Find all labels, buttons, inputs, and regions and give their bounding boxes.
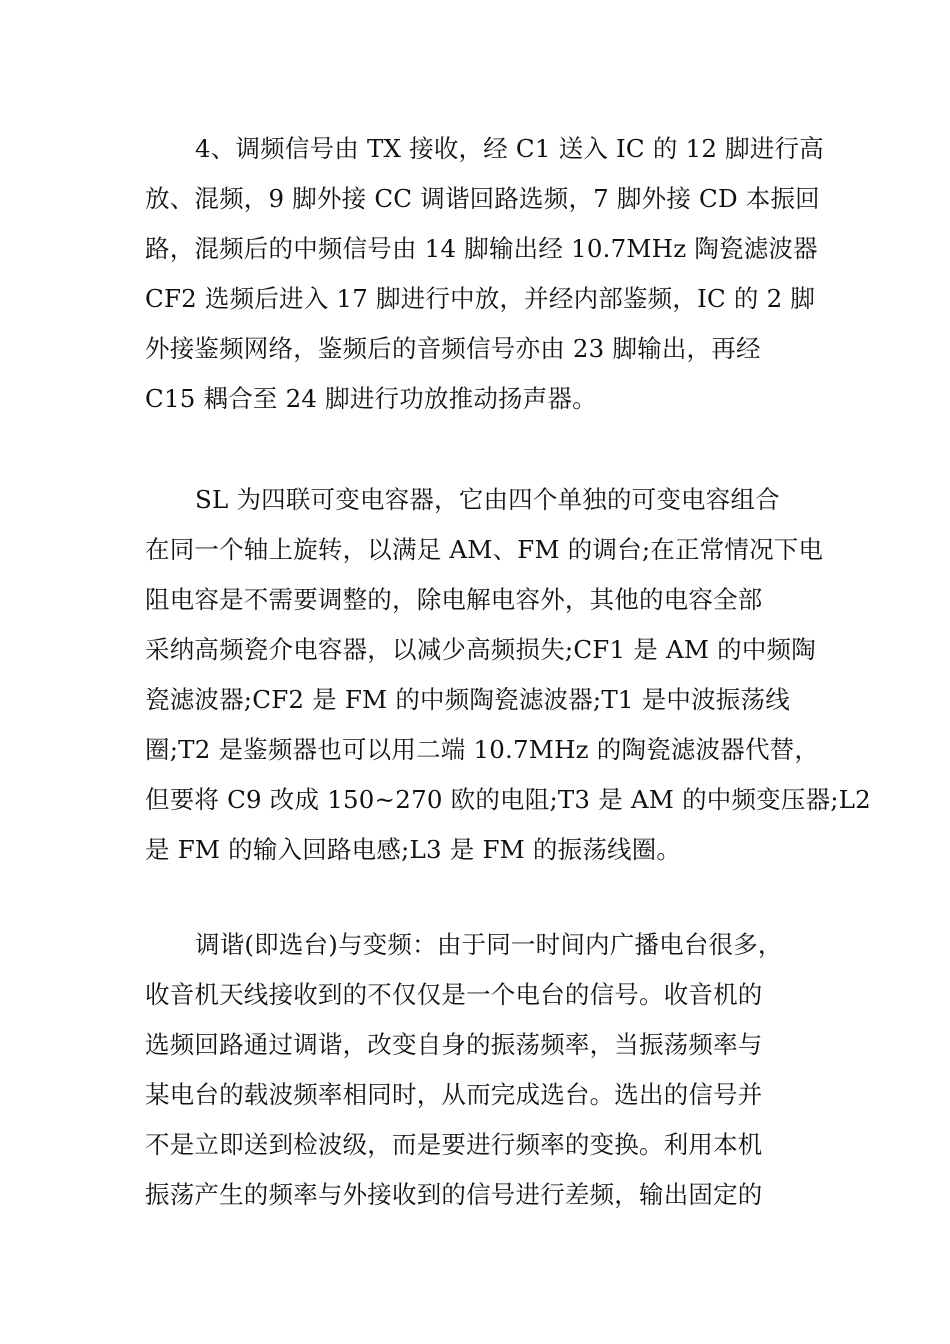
text-line: 4、调频信号由 TX 接收，经 C1 送入 IC 的 12 脚进行高 (195, 134, 824, 163)
paragraph-component-notes (145, 475, 871, 875)
text-line: CF2 选频后进入 17 脚进行中放，并经内部鉴频，IC 的 2 脚 (145, 284, 816, 313)
text-line: 振荡产生的频率与外接收到的信号进行差频，输出固定的 (145, 1180, 763, 1209)
text-line: 在同一个轴上旋转，以满足 AM、FM 的调台;在正常情况下电 (145, 535, 824, 564)
text-line: C15 耦合至 24 脚进行功放推动扬声器。 (145, 384, 597, 413)
text-line: 是 FM 的输入回路电感;L3 是 FM 的振荡线圈。 (145, 835, 682, 864)
text-line: 阻电容是不需要调整的，除电解电容外，其他的电容全部 (145, 585, 763, 614)
text-line: 某电台的载波频率相同时，从而完成选台。选出的信号并 (145, 1080, 763, 1109)
paragraph-fm-signal-path (145, 124, 824, 424)
paragraph-tuning-conversion (145, 920, 815, 1220)
text-line: 选频回路通过调谐，改变自身的振荡频率，当振荡频率与 (145, 1030, 763, 1059)
text-line: SL 为四联可变电容器，它由四个单独的可变电容组合 (195, 485, 780, 514)
text-line: 调谐(即选台)与变频：由于同一时间内广播电台很多， (195, 930, 783, 959)
text-line: 采纳高频瓷介电容器，以减少高频损失;CF1 是 AM 的中频陶 (145, 635, 816, 664)
text-line: 路，混频后的中频信号由 14 脚输出经 10.7MHz 陶瓷滤波器 (145, 234, 818, 263)
text-line: 外接鉴频网络，鉴频后的音频信号亦由 23 脚输出，再经 (145, 334, 761, 363)
text-line: 收音机天线接收到的不仅仅是一个电台的信号。收音机的 (145, 980, 763, 1009)
text-line: 瓷滤波器;CF2 是 FM 的中频陶瓷滤波器;T1 是中波振荡线 (145, 685, 790, 714)
text-line: 放、混频，9 脚外接 CC 调谐回路选频，7 脚外接 CD 本振回 (145, 184, 820, 213)
text-line: 圈;T2 是鉴频器也可以用二端 10.7MHz 的陶瓷滤波器代替， (145, 735, 820, 764)
text-line: 但要将 C9 改成 150~270 欧的电阻;T3 是 AM 的中频变压器;L2 (145, 785, 871, 814)
text-line: 不是立即送到检波级，而是要进行频率的变换。利用本机 (145, 1130, 763, 1159)
